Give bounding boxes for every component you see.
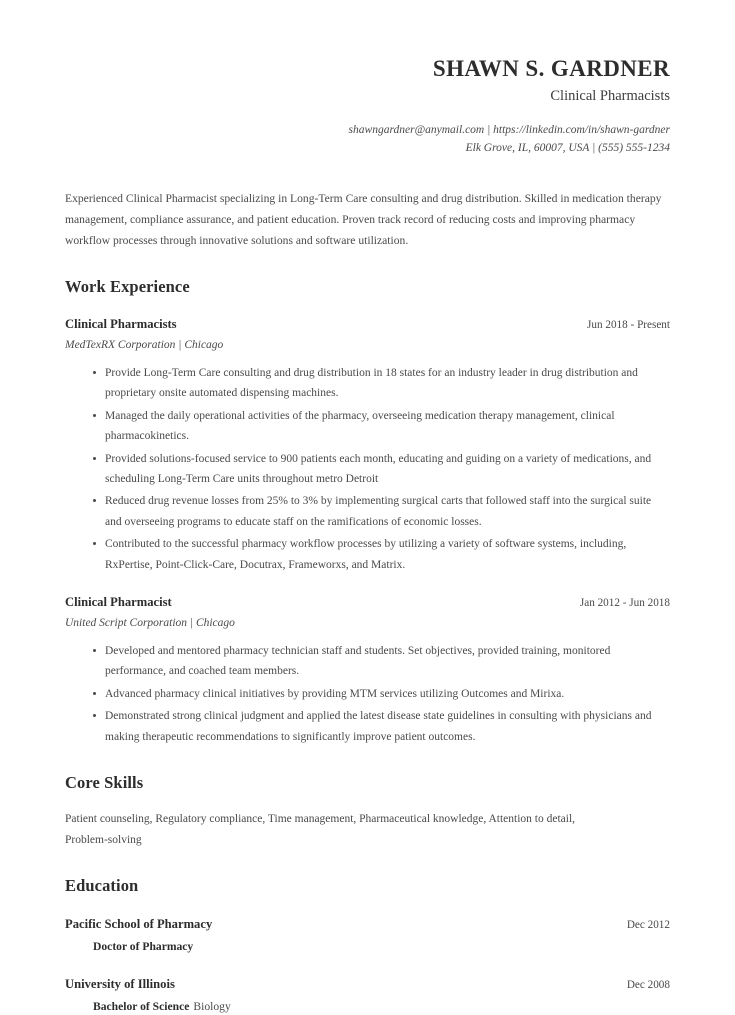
- candidate-headline: Clinical Pharmacists: [550, 88, 670, 105]
- work-bullet: Contributed to the successful pharmacy workflow processes by utilizing a variety of software systems, including, RxPertise, Point-Click-Care, Docutrax, Frameworxs, and Matrix.: [65, 534, 670, 575]
- education-entry: [65, 916, 670, 956]
- work-job-title: Clinical Pharmacists: [65, 316, 177, 331]
- education-degree: Doctor of Pharmacy: [93, 940, 194, 954]
- work-bullet: Developed and mentored pharmacy technician staff and students. Set objectives, provided training, monitored performance, and coached team members.: [65, 641, 670, 682]
- contact-block: [65, 122, 670, 158]
- contact-address-phone: Elk Grove, IL, 60007, USA | (555) 555-1234: [465, 141, 670, 154]
- work-entry: [65, 594, 670, 747]
- resume-header: [65, 0, 670, 157]
- education-field: [193, 940, 197, 953]
- work-date-range: Jan 2012 - Jun 2018: [579, 597, 670, 610]
- work-employer: MedTexRX Corporation | Chicago: [65, 338, 224, 351]
- education-date: Dec 2008: [626, 978, 670, 991]
- work-employer: United Script Corporation | Chicago: [65, 616, 235, 629]
- section-heading-education: Education: [65, 876, 139, 896]
- education-degree-line: [65, 939, 670, 955]
- education-field: Biology: [193, 1000, 231, 1014]
- work-bullet-list: [65, 363, 670, 576]
- education-degree-line: [65, 999, 670, 1015]
- work-entry-header: [65, 316, 670, 333]
- work-bullet: Provide Long-Term Care consulting and drug distribution in 18 states for an industry leader in drug distribution and proprietary onsite automated dispensing machines.: [65, 363, 670, 404]
- work-bullet: Demonstrated strong clinical judgment and applied the latest disease state guidelines in consulting with physicians and making therapeutic recommendations to significantly improve patient outcomes.: [65, 706, 670, 747]
- core-skills-section: [65, 773, 670, 850]
- section-heading-work-experience: Work Experience: [65, 277, 190, 297]
- work-bullet: Provided solutions-focused service to 900 patients each month, educating and guiding on a variety of medications, and scheduling Long-Term Care units throughout metro Detroit: [65, 449, 670, 490]
- work-experience-section: [65, 277, 670, 747]
- work-job-title: Clinical Pharmacist: [65, 595, 172, 610]
- education-entry: [65, 976, 670, 1015]
- work-date-range: Jun 2018 - Present: [587, 318, 670, 331]
- education-section: [65, 876, 670, 1015]
- section-heading-core-skills: Core Skills: [65, 773, 144, 793]
- work-entry: [65, 316, 670, 575]
- work-bullet: Managed the daily operational activities of the pharmacy, overseeing medication therapy management, clinical pharmacokinetics.: [65, 406, 670, 447]
- professional-summary: Experienced Clinical Pharmacist specializing in Long-Term Care consulting and drug distribution. Skilled in medication therapy management, compliance assurance, and patient education. Proven track record of reducing costs and improving pharmacy workflow processes through innovative solutions and software utilization.: [65, 192, 662, 247]
- education-entry-header: [65, 916, 670, 933]
- education-school: University of Illinois: [65, 976, 175, 991]
- work-bullet: Advanced pharmacy clinical initiatives by providing MTM services utilizing Outcomes and Mirixa.: [65, 684, 670, 704]
- work-bullet: Reduced drug revenue losses from 25% to 3% by implementing surgical carts that followed staff into the surgical suite and overseeing programs to educate staff on the ramifications of economic losses.: [65, 491, 670, 532]
- contact-email-linkedin: shawngardner@anymail.com | https://linkedin.com/in/shawn-gardner: [348, 123, 670, 136]
- core-skills-list: Patient counseling, Regulatory compliance, Time management, Pharmaceutical knowledge, Attention to detail, Problem-solving: [65, 813, 576, 846]
- education-date: Dec 2012: [626, 918, 670, 931]
- education-school: Pacific School of Pharmacy: [65, 916, 213, 931]
- education-entry-header: [65, 976, 670, 993]
- education-degree: Bachelor of Science: [93, 1000, 190, 1014]
- work-bullet-list: [65, 641, 670, 747]
- work-entry-header: [65, 594, 670, 611]
- candidate-name: SHAWN S. GARDNER: [432, 56, 670, 81]
